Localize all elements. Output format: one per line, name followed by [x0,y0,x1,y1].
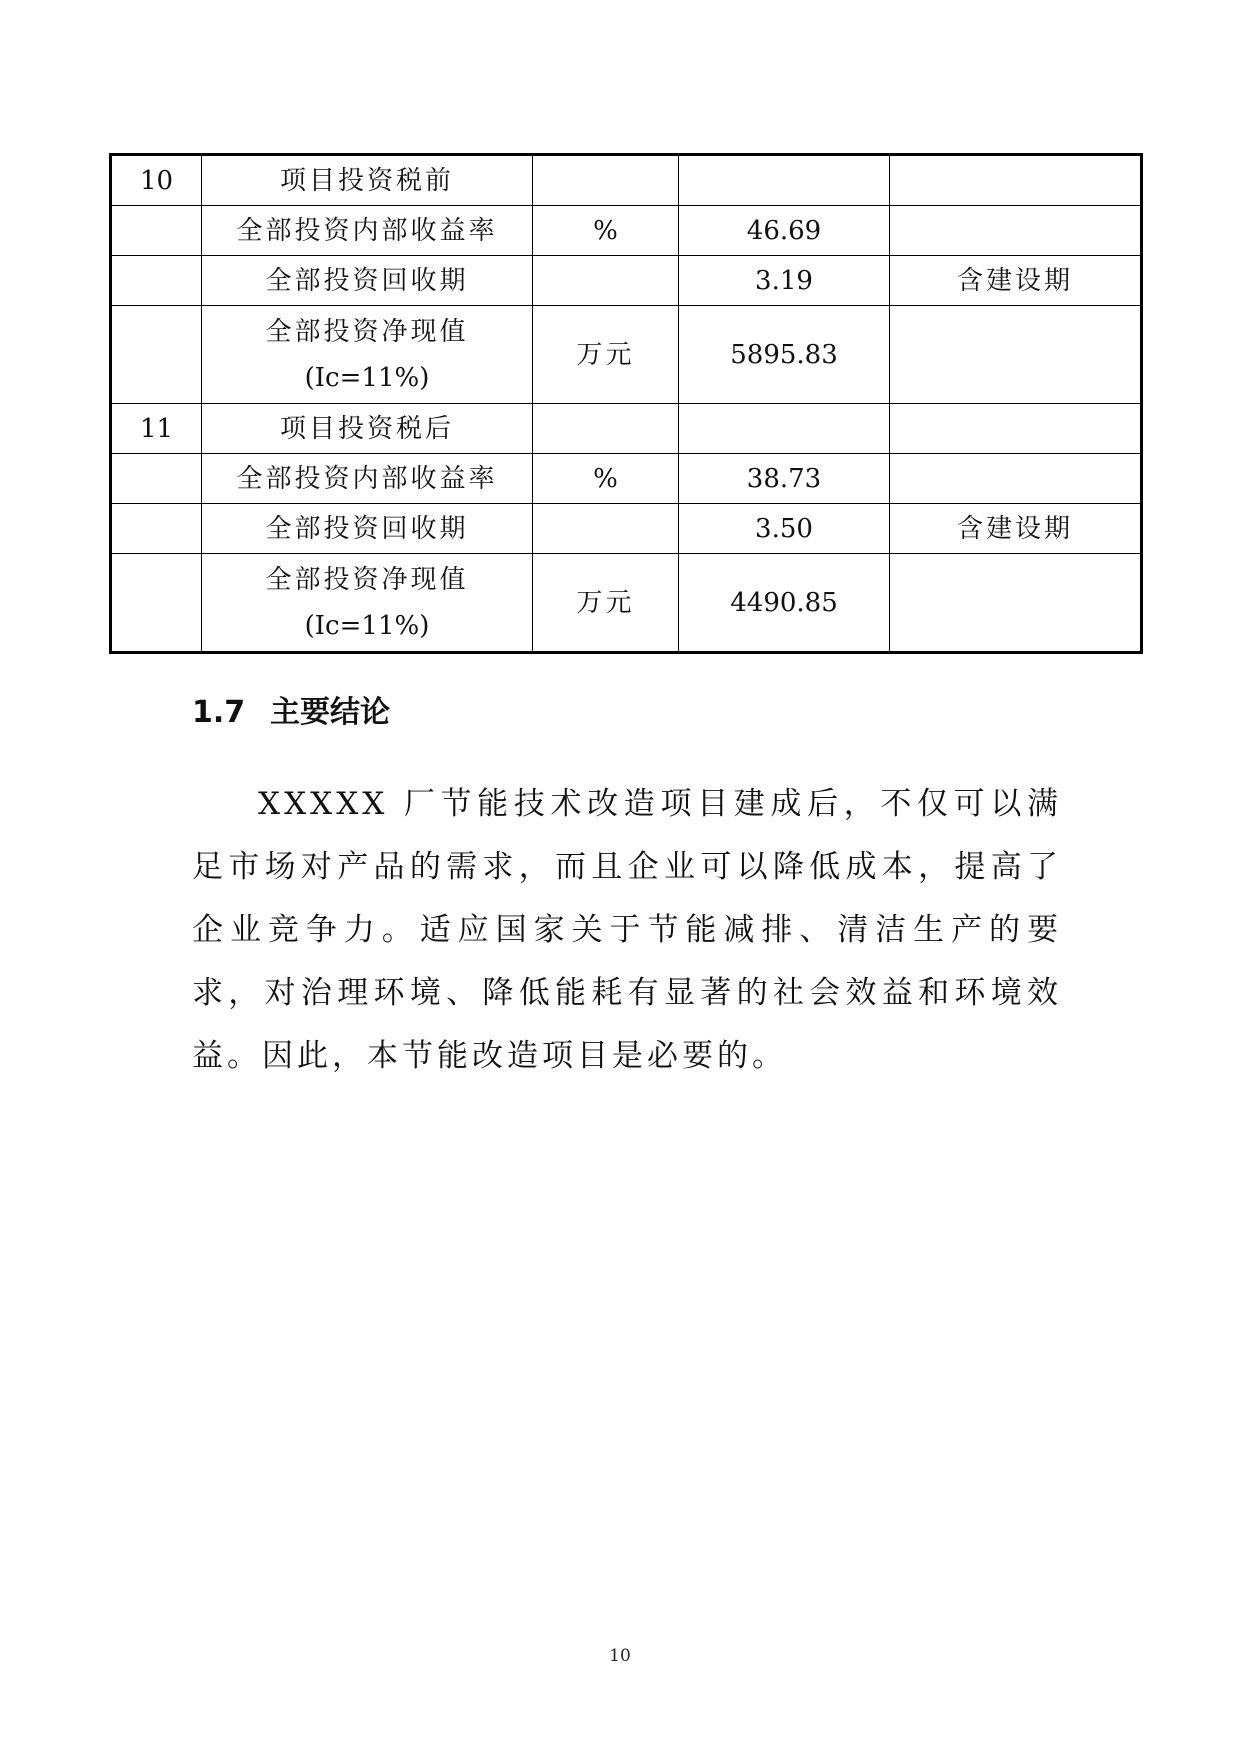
item-name-cell [202,306,533,404]
section-number: 1.7 [192,695,246,730]
row-index-cell [111,554,202,653]
unit-cell: 万元 [533,554,679,653]
item-name-cell: 全部投资回收期 [202,256,533,306]
table-row [111,155,1142,206]
item-name-cell [202,554,533,653]
value-cell [679,404,890,454]
value-cell: 5895.83 [679,306,890,404]
value-cell [679,155,890,206]
item-name-cell: 全部投资内部收益率 [202,206,533,256]
note-cell: 含建设期 [890,256,1142,306]
unit-cell: 万元 [533,306,679,404]
table-row [111,554,1142,653]
row-index-cell [111,206,202,256]
value-cell: 4490.85 [679,554,890,653]
unit-cell [533,256,679,306]
value-cell: 46.69 [679,206,890,256]
item-name-cell: 项目投资税前 [202,155,533,206]
section-title: 主要结论 [270,695,390,730]
unit-cell: % [533,454,679,504]
note-cell [890,306,1142,404]
table-row [111,206,1142,256]
value-cell: 3.19 [679,256,890,306]
table-row [111,454,1142,504]
row-index-cell [111,256,202,306]
row-index-cell: 10 [111,155,202,206]
note-cell: 含建设期 [890,504,1142,554]
item-name-cell: 项目投资税后 [202,404,533,454]
unit-cell [533,404,679,454]
note-cell [890,554,1142,653]
table-row [111,256,1142,306]
table-row [111,504,1142,554]
unit-cell [533,155,679,206]
value-cell: 38.73 [679,454,890,504]
row-index-cell [111,504,202,554]
table-row [111,306,1142,404]
discount-rate-note: (Ic=11%) [304,362,430,393]
unit-cell [533,504,679,554]
unit-cell: % [533,206,679,256]
discount-rate-note: (Ic=11%) [304,610,430,641]
note-cell [890,155,1142,206]
item-name-cell: 全部投资回收期 [202,504,533,554]
note-cell [890,404,1142,454]
item-name-line: 全部投资净现值 [265,316,469,347]
conclusion-paragraph: XXXXX 厂节能技术改造项目建成后，不仅可以满足市场对产品的需求，而且企业可以降低成本，提高了企业竞争力。适应国家关于节能减排、清洁生产的要求，对治理环境、降低能耗有显著的社会效益和环境效益。因此，本节能改造项目是必要的。 [192,786,1062,1074]
item-name-cell: 全部投资内部收益率 [202,454,533,504]
table-row [111,404,1142,454]
note-cell [890,454,1142,504]
row-index-cell [111,306,202,404]
row-index-cell [111,454,202,504]
row-index-cell: 11 [111,404,202,454]
item-name-line: 全部投资净现值 [265,564,469,595]
page-number: 10 [609,1646,631,1666]
financial-indicators-table [109,153,1143,654]
note-cell [890,206,1142,256]
value-cell: 3.50 [679,504,890,554]
section-heading [192,693,390,733]
